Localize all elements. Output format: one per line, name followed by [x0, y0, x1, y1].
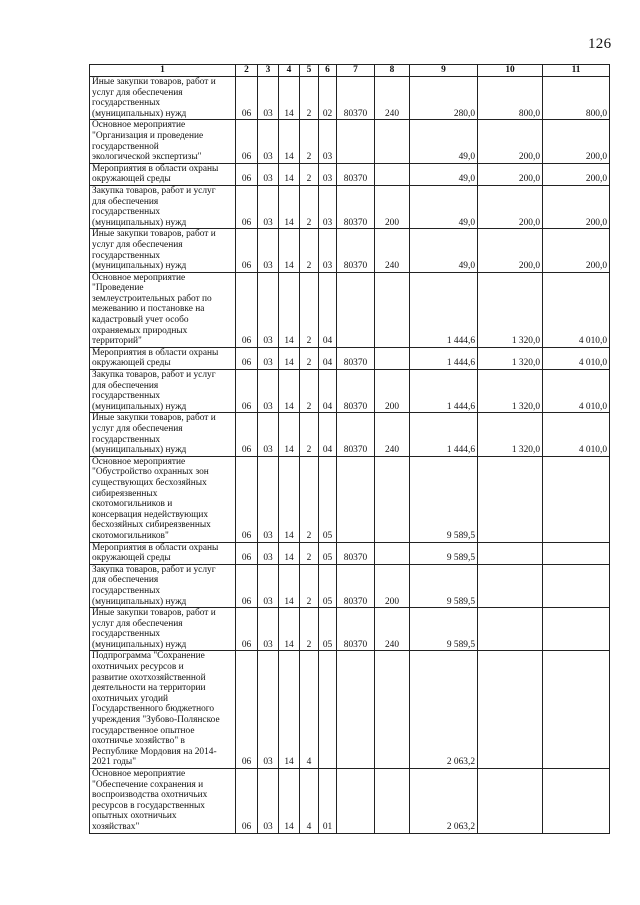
amount-cell: 49,0 [410, 120, 478, 163]
table-row [90, 347, 610, 369]
code-cell: 06 [236, 163, 258, 185]
table-row [90, 77, 610, 120]
code-cell [375, 120, 410, 163]
code-cell: 14 [279, 542, 300, 564]
code-cell [319, 651, 337, 769]
code-cell: 2 [300, 229, 319, 272]
code-cell [337, 456, 375, 542]
row-name-cell: Основное мероприятие "Обустройство охранных зон существующих бесхозяйных сибиреязвенных скотомогильников и консервация недействующих бесхозяйных сибиреязвенных скотомогильников" [90, 456, 236, 542]
code-cell: 05 [319, 564, 337, 607]
amount-cell: 200,0 [543, 163, 610, 185]
row-name-cell: Мероприятия в области охраны окружающей среды [90, 542, 236, 564]
table-row [90, 542, 610, 564]
code-cell: 240 [375, 77, 410, 120]
code-cell: 80370 [337, 163, 375, 185]
amount-cell: 9 589,5 [410, 542, 478, 564]
code-cell: 03 [258, 564, 279, 607]
code-cell: 14 [279, 651, 300, 769]
code-cell: 2 [300, 347, 319, 369]
amount-cell [478, 542, 543, 564]
table-row [90, 229, 610, 272]
table-row [90, 608, 610, 651]
code-cell: 4 [300, 651, 319, 769]
code-cell: 06 [236, 120, 258, 163]
amount-cell: 200,0 [478, 229, 543, 272]
code-cell: 04 [319, 347, 337, 369]
table-header-row [90, 65, 610, 77]
amount-cell [478, 769, 543, 834]
table-row [90, 163, 610, 185]
code-cell: 80370 [337, 564, 375, 607]
code-cell: 240 [375, 608, 410, 651]
amount-cell: 49,0 [410, 185, 478, 228]
code-cell: 06 [236, 229, 258, 272]
row-name-cell: Основное мероприятие "Проведение землеустроительных работ по межеванию и постановке на кадастровый учет особо охраняемых природных территорий" [90, 272, 236, 347]
amount-cell: 1 444,6 [410, 370, 478, 413]
table-row [90, 769, 610, 834]
code-cell: 03 [258, 163, 279, 185]
code-cell [337, 651, 375, 769]
code-cell: 03 [258, 542, 279, 564]
code-cell: 80370 [337, 229, 375, 272]
code-cell [375, 456, 410, 542]
table-row [90, 370, 610, 413]
code-cell: 14 [279, 769, 300, 834]
code-cell: 03 [258, 347, 279, 369]
row-name-cell: Иные закупки товаров, работ и услуг для обеспечения государственных (муниципальных) нужд [90, 413, 236, 456]
column-header: 3 [258, 65, 279, 77]
row-name-cell: Иные закупки товаров, работ и услуг для обеспечения государственных (муниципальных) нужд [90, 608, 236, 651]
code-cell: 06 [236, 413, 258, 456]
code-cell: 04 [319, 272, 337, 347]
page-number: 126 [588, 36, 612, 52]
column-header: 2 [236, 65, 258, 77]
code-cell: 2 [300, 608, 319, 651]
code-cell: 14 [279, 347, 300, 369]
amount-cell: 2 063,2 [410, 769, 478, 834]
code-cell: 200 [375, 370, 410, 413]
code-cell: 01 [319, 769, 337, 834]
amount-cell: 200,0 [543, 120, 610, 163]
table-body [90, 77, 610, 834]
amount-cell [543, 608, 610, 651]
code-cell: 240 [375, 413, 410, 456]
amount-cell [478, 456, 543, 542]
column-header: 11 [543, 65, 610, 77]
code-cell: 14 [279, 564, 300, 607]
table-row [90, 120, 610, 163]
code-cell: 2 [300, 185, 319, 228]
amount-cell [543, 456, 610, 542]
amount-cell: 2 063,2 [410, 651, 478, 769]
code-cell: 05 [319, 456, 337, 542]
column-header: 8 [375, 65, 410, 77]
code-cell: 80370 [337, 347, 375, 369]
amount-cell: 800,0 [543, 77, 610, 120]
code-cell: 80370 [337, 608, 375, 651]
table-row [90, 185, 610, 228]
code-cell: 06 [236, 542, 258, 564]
code-cell: 2 [300, 564, 319, 607]
budget-table [89, 64, 610, 834]
code-cell [337, 120, 375, 163]
code-cell: 80370 [337, 413, 375, 456]
code-cell [337, 769, 375, 834]
code-cell: 14 [279, 77, 300, 120]
amount-cell [478, 608, 543, 651]
code-cell: 14 [279, 185, 300, 228]
code-cell: 80370 [337, 370, 375, 413]
code-cell: 14 [279, 163, 300, 185]
code-cell: 2 [300, 120, 319, 163]
row-name-cell: Подпрограмма "Сохранение охотничьих ресурсов и развитие охотхозяйственной деятельности на территории охотничьих угодий Государственного бюджетного учреждения "Зубово-Полянское государственное опытное охотничье хозяйство" в Республике Мордовия на 2014- 2021 годы" [90, 651, 236, 769]
code-cell: 03 [319, 163, 337, 185]
code-cell: 14 [279, 608, 300, 651]
code-cell: 03 [258, 370, 279, 413]
column-header: 4 [279, 65, 300, 77]
code-cell: 06 [236, 185, 258, 228]
code-cell: 03 [319, 120, 337, 163]
code-cell: 14 [279, 413, 300, 456]
code-cell: 14 [279, 370, 300, 413]
code-cell: 03 [258, 456, 279, 542]
amount-cell: 49,0 [410, 229, 478, 272]
code-cell: 03 [258, 77, 279, 120]
amount-cell: 200,0 [478, 163, 543, 185]
amount-cell: 1 444,6 [410, 272, 478, 347]
row-name-cell: Закупка товаров, работ и услуг для обеспечения государственных (муниципальных) нужд [90, 370, 236, 413]
amount-cell: 280,0 [410, 77, 478, 120]
code-cell [375, 347, 410, 369]
row-name-cell: Мероприятия в области охраны окружающей среды [90, 347, 236, 369]
code-cell: 04 [319, 370, 337, 413]
column-header: 6 [319, 65, 337, 77]
amount-cell: 200,0 [478, 120, 543, 163]
amount-cell: 1 320,0 [478, 413, 543, 456]
code-cell [375, 272, 410, 347]
code-cell: 200 [375, 185, 410, 228]
amount-cell: 1 320,0 [478, 370, 543, 413]
column-header: 5 [300, 65, 319, 77]
code-cell: 80370 [337, 542, 375, 564]
amount-cell: 4 010,0 [543, 347, 610, 369]
amount-cell: 1 444,6 [410, 347, 478, 369]
amount-cell: 9 589,5 [410, 564, 478, 607]
code-cell: 2 [300, 456, 319, 542]
code-cell: 03 [319, 185, 337, 228]
code-cell: 06 [236, 769, 258, 834]
code-cell: 2 [300, 163, 319, 185]
table-row [90, 564, 610, 607]
column-header: 10 [478, 65, 543, 77]
table-row [90, 413, 610, 456]
code-cell: 4 [300, 769, 319, 834]
code-cell: 03 [319, 229, 337, 272]
code-cell: 06 [236, 272, 258, 347]
code-cell: 03 [258, 229, 279, 272]
amount-cell: 800,0 [478, 77, 543, 120]
row-name-cell: Иные закупки товаров, работ и услуг для обеспечения государственных (муниципальных) нужд [90, 229, 236, 272]
row-name-cell: Закупка товаров, работ и услуг для обеспечения государственных (муниципальных) нужд [90, 185, 236, 228]
amount-cell: 1 320,0 [478, 272, 543, 347]
code-cell: 14 [279, 456, 300, 542]
amount-cell [543, 542, 610, 564]
amount-cell [478, 564, 543, 607]
code-cell: 03 [258, 769, 279, 834]
column-header: 1 [90, 65, 236, 77]
amount-cell: 4 010,0 [543, 370, 610, 413]
code-cell: 06 [236, 651, 258, 769]
row-name-cell: Мероприятия в области охраны окружающей среды [90, 163, 236, 185]
code-cell: 80370 [337, 77, 375, 120]
code-cell [375, 163, 410, 185]
table-row [90, 272, 610, 347]
code-cell: 04 [319, 413, 337, 456]
amount-cell [543, 769, 610, 834]
amount-cell: 49,0 [410, 163, 478, 185]
code-cell: 05 [319, 608, 337, 651]
amount-cell: 9 589,5 [410, 608, 478, 651]
amount-cell [543, 651, 610, 769]
code-cell: 06 [236, 564, 258, 607]
amount-cell: 9 589,5 [410, 456, 478, 542]
code-cell: 03 [258, 651, 279, 769]
row-name-cell: Основное мероприятие "Обеспечение сохранения и воспроизводства охотничьих ресурсов в государственных опытных охотничьих хозяйствах" [90, 769, 236, 834]
code-cell: 2 [300, 272, 319, 347]
code-cell: 240 [375, 229, 410, 272]
table-row [90, 456, 610, 542]
column-header: 9 [410, 65, 478, 77]
code-cell: 14 [279, 229, 300, 272]
column-header: 7 [337, 65, 375, 77]
amount-cell: 4 010,0 [543, 413, 610, 456]
code-cell: 14 [279, 120, 300, 163]
row-name-cell: Основное мероприятие "Организация и проведение государственной экологической экспертизы" [90, 120, 236, 163]
code-cell: 06 [236, 456, 258, 542]
amount-cell: 4 010,0 [543, 272, 610, 347]
code-cell: 03 [258, 413, 279, 456]
code-cell: 03 [258, 120, 279, 163]
code-cell: 80370 [337, 185, 375, 228]
code-cell: 2 [300, 77, 319, 120]
amount-cell: 1 444,6 [410, 413, 478, 456]
table-row [90, 651, 610, 769]
code-cell: 05 [319, 542, 337, 564]
code-cell: 03 [258, 608, 279, 651]
code-cell: 02 [319, 77, 337, 120]
code-cell [375, 651, 410, 769]
code-cell: 200 [375, 564, 410, 607]
code-cell: 2 [300, 413, 319, 456]
code-cell: 2 [300, 542, 319, 564]
amount-cell: 200,0 [543, 185, 610, 228]
code-cell [375, 769, 410, 834]
amount-cell: 1 320,0 [478, 347, 543, 369]
amount-cell: 200,0 [478, 185, 543, 228]
code-cell: 06 [236, 370, 258, 413]
code-cell [337, 272, 375, 347]
code-cell: 2 [300, 370, 319, 413]
code-cell [375, 542, 410, 564]
code-cell: 14 [279, 272, 300, 347]
amount-cell [543, 564, 610, 607]
amount-cell: 200,0 [543, 229, 610, 272]
code-cell: 06 [236, 77, 258, 120]
row-name-cell: Закупка товаров, работ и услуг для обеспечения государственных (муниципальных) нужд [90, 564, 236, 607]
row-name-cell: Иные закупки товаров, работ и услуг для обеспечения государственных (муниципальных) нужд [90, 77, 236, 120]
code-cell: 03 [258, 185, 279, 228]
code-cell: 06 [236, 608, 258, 651]
code-cell: 03 [258, 272, 279, 347]
amount-cell [478, 651, 543, 769]
code-cell: 06 [236, 347, 258, 369]
